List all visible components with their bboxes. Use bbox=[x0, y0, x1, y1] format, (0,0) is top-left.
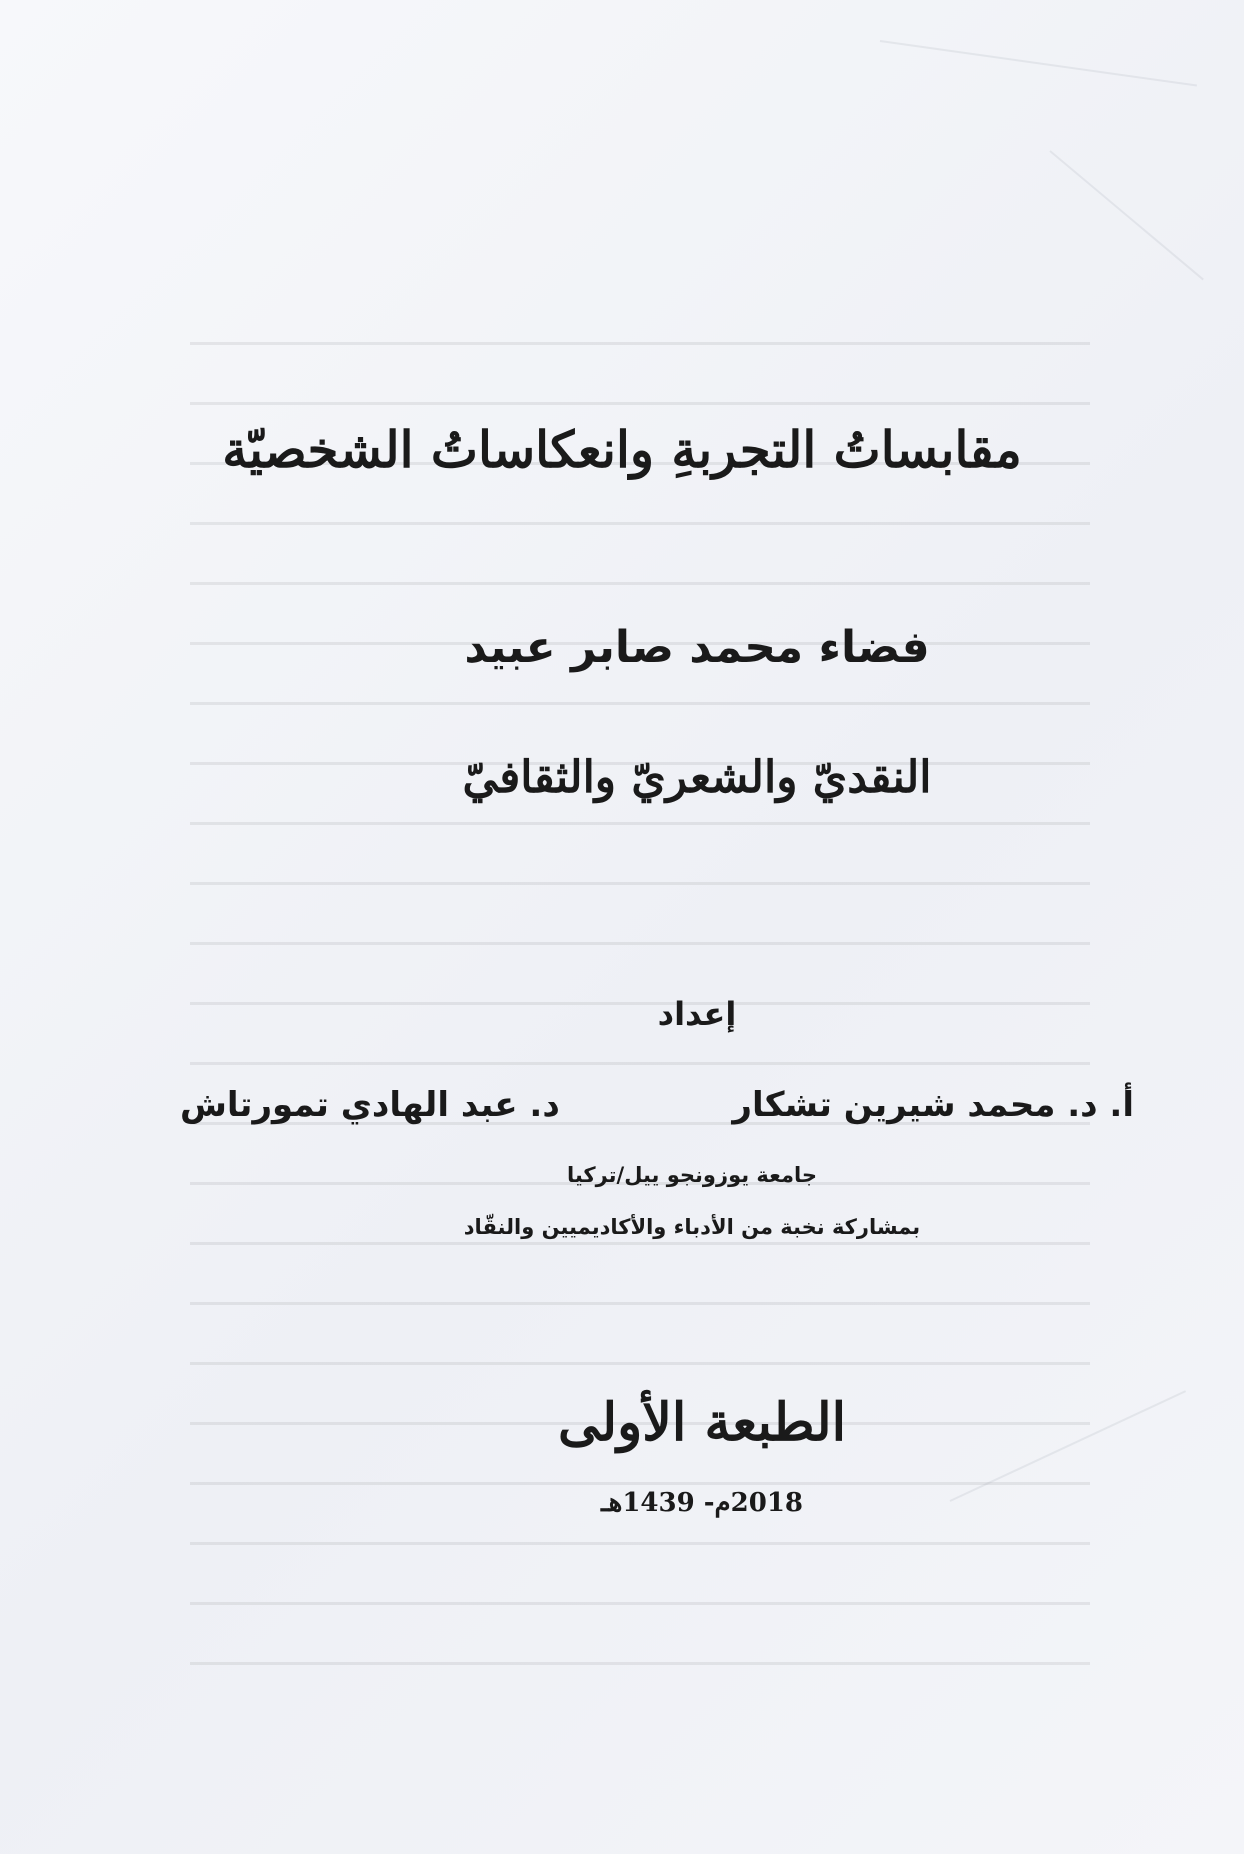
university-affiliation: جامعة يوزونجو ييل/تركيا bbox=[566, 1163, 818, 1187]
prepared-by-label: إعداد bbox=[657, 995, 737, 1033]
subtitle-line-2: النقديّ والشعريّ والثقافيّ bbox=[462, 752, 932, 803]
paper-crease bbox=[1049, 150, 1203, 280]
publication-date: 2018م- 1439هـ bbox=[600, 1488, 804, 1518]
authors-row bbox=[180, 1085, 1134, 1125]
author-name: أ. د. محمد شيرين تشكار bbox=[732, 1085, 1134, 1125]
edition-label: الطبعة الأولى bbox=[557, 1392, 847, 1453]
subtitle-line-1: فضاء محمد صابر عبيد bbox=[464, 622, 930, 673]
participation-note: بمشاركة نخبة من الأدباء والأكاديميين والنقّاد bbox=[463, 1215, 921, 1239]
author-name: د. عبد الهادي تمورتاش bbox=[180, 1085, 560, 1125]
main-title: مقابساتُ التجربةِ وانعكاساتُ الشخصيّة bbox=[222, 420, 1022, 479]
paper-crease bbox=[880, 40, 1197, 87]
